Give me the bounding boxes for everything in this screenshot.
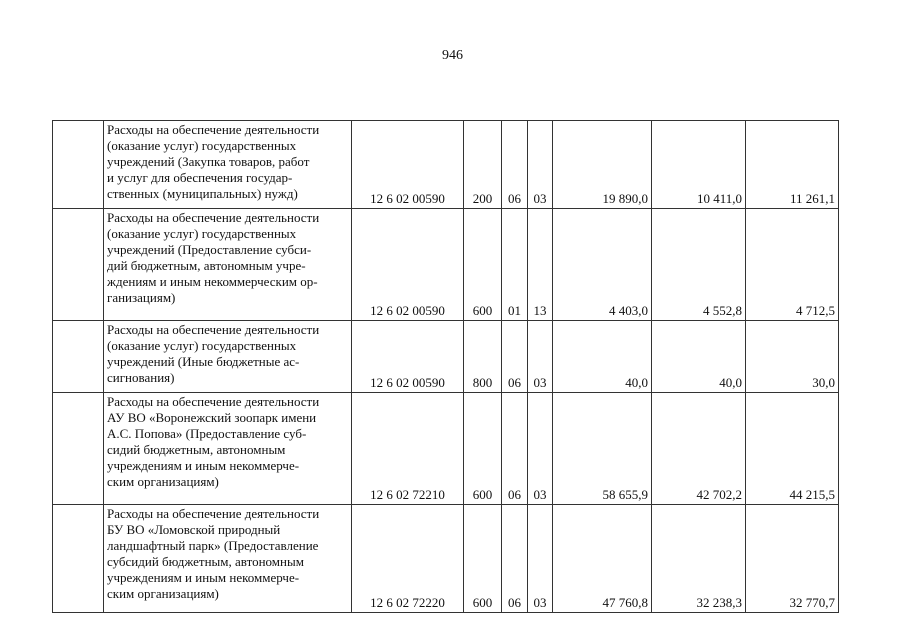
description-line: учреждений (Закупка товаров, работ (107, 154, 310, 169)
description-line: дий бюджетным, автономным учре- (107, 258, 306, 273)
description-cell (104, 321, 352, 393)
description-line: (оказание услуг) государственных (107, 226, 297, 241)
description-line: (оказание услуг) государственных (107, 138, 297, 153)
table-row (53, 505, 839, 613)
budget-table (52, 120, 839, 613)
sum-2-cell: 4 552,8 (652, 209, 746, 321)
description-line: АУ ВО «Воронежский зоопарк имени (107, 410, 317, 425)
description-cell (104, 121, 352, 209)
csr-code-cell: 12 6 02 00590 (352, 321, 464, 393)
sum-1-cell: 40,0 (553, 321, 652, 393)
sum-3-cell: 44 215,5 (746, 393, 839, 505)
sum-3-cell: 11 261,1 (746, 121, 839, 209)
description-line: ским организациям) (107, 474, 219, 489)
description-line: Расходы на обеспечение деятельности (107, 210, 320, 225)
sum-2-cell: 42 702,2 (652, 393, 746, 505)
description-line: ландшафтный парк» (Предоставление (107, 538, 319, 553)
description-line: учреждений (Иные бюджетные ас- (107, 354, 300, 369)
description-line: субсидий бюджетным, автономным (107, 554, 304, 569)
blank-cell (53, 505, 104, 613)
vr-code-cell: 600 (464, 209, 502, 321)
description-line: Расходы на обеспечение деятельности (107, 394, 320, 409)
csr-code-cell: 12 6 02 00590 (352, 209, 464, 321)
description-line: учреждениям и иным некоммерче- (107, 570, 300, 585)
vr-code-cell: 600 (464, 505, 502, 613)
vr-code-cell: 200 (464, 121, 502, 209)
sum-3-cell: 30,0 (746, 321, 839, 393)
pr-code-cell: 13 (528, 209, 553, 321)
description-line: (оказание услуг) государственных (107, 338, 297, 353)
pr-code-cell: 03 (528, 321, 553, 393)
csr-code-cell: 12 6 02 72220 (352, 505, 464, 613)
sum-3-cell: 4 712,5 (746, 209, 839, 321)
description-line: ждениям и иным некоммерческим ор- (107, 274, 318, 289)
pr-code-cell: 03 (528, 505, 553, 613)
pr-code-cell: 03 (528, 393, 553, 505)
description-line: и услуг для обеспечения государ- (107, 170, 293, 185)
blank-cell (53, 393, 104, 505)
description-line: учреждений (Предоставление субси- (107, 242, 312, 257)
description-line: ганизациям) (107, 290, 176, 305)
description-line: ственных (муниципальных) нужд) (107, 186, 298, 201)
sum-2-cell: 10 411,0 (652, 121, 746, 209)
description-line: сигнования) (107, 370, 175, 385)
csr-code-cell: 12 6 02 00590 (352, 121, 464, 209)
blank-cell (53, 321, 104, 393)
sum-2-cell: 32 238,3 (652, 505, 746, 613)
page-number: 946 (442, 48, 463, 63)
sum-2-cell: 40,0 (652, 321, 746, 393)
description-line: учреждениям и иным некоммерче- (107, 458, 300, 473)
description-line: Расходы на обеспечение деятельности (107, 506, 320, 521)
description-line: Расходы на обеспечение деятельности (107, 122, 320, 137)
table-row (53, 209, 839, 321)
rz-code-cell: 01 (502, 209, 528, 321)
sum-1-cell: 47 760,8 (553, 505, 652, 613)
sum-1-cell: 19 890,0 (553, 121, 652, 209)
description-line: Расходы на обеспечение деятельности (107, 322, 320, 337)
description-line: сидий бюджетным, автономным (107, 442, 286, 457)
pr-code-cell: 03 (528, 121, 553, 209)
blank-cell (53, 209, 104, 321)
blank-cell (53, 121, 104, 209)
sum-1-cell: 58 655,9 (553, 393, 652, 505)
rz-code-cell: 06 (502, 393, 528, 505)
sum-3-cell: 32 770,7 (746, 505, 839, 613)
description-cell (104, 209, 352, 321)
description-cell (104, 393, 352, 505)
sum-1-cell: 4 403,0 (553, 209, 652, 321)
table-row (53, 121, 839, 209)
description-line: А.С. Попова» (Предоставление суб- (107, 426, 307, 441)
rz-code-cell: 06 (502, 121, 528, 209)
rz-code-cell: 06 (502, 505, 528, 613)
table-row (53, 321, 839, 393)
description-line: БУ ВО «Ломовской природный (107, 522, 281, 537)
table-row (53, 393, 839, 505)
vr-code-cell: 800 (464, 321, 502, 393)
rz-code-cell: 06 (502, 321, 528, 393)
description-cell (104, 505, 352, 613)
csr-code-cell: 12 6 02 72210 (352, 393, 464, 505)
description-line: ским организациям) (107, 586, 219, 601)
vr-code-cell: 600 (464, 393, 502, 505)
